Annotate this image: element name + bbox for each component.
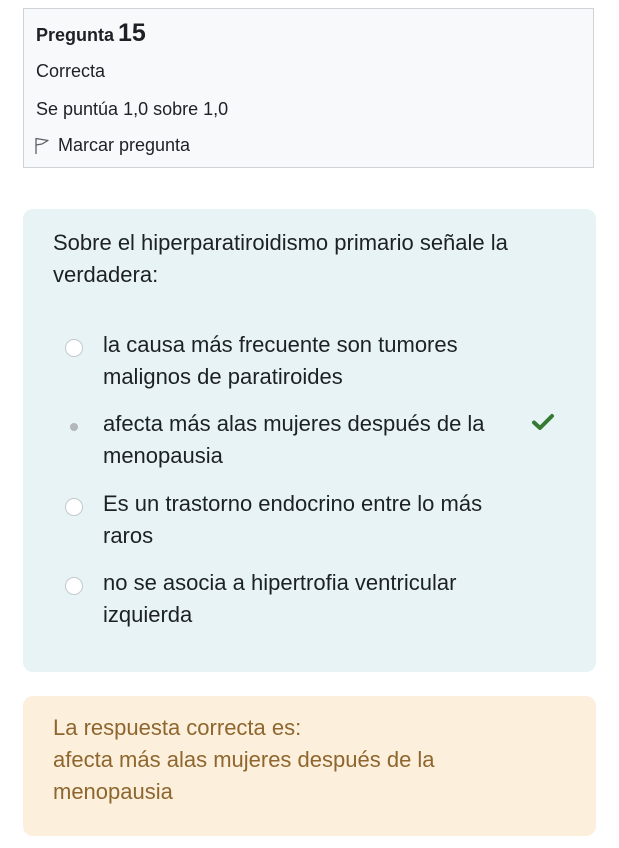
question-text: Sobre el hiperparatiroidismo primario señale la verdadera: <box>53 230 508 287</box>
answer-text-b: afecta más alas mujeres después de la menopausia <box>103 411 485 468</box>
question-number: 15 <box>118 19 146 47</box>
flag-outline-icon <box>34 137 50 155</box>
answer-radio-d[interactable] <box>65 577 83 595</box>
answer-option-a[interactable] <box>23 329 596 393</box>
feedback-label: La respuesta correcta es: <box>53 715 302 740</box>
question-grade: Se puntúa 1,0 sobre 1,0 <box>36 99 229 119</box>
answer-text-c: Es un trastorno endocrino entre lo más raros <box>103 491 483 548</box>
answer-option-d[interactable] <box>23 567 596 631</box>
question-content <box>23 209 596 672</box>
flag-question-link[interactable] <box>34 135 190 156</box>
answer-radio-c[interactable] <box>65 498 83 516</box>
question-info-panel <box>23 8 594 168</box>
answer-text-d: no se asocia a hipertrofia ventricular izquierda <box>103 570 457 627</box>
correct-answer-feedback <box>23 696 596 836</box>
answer-option-c[interactable] <box>23 488 596 552</box>
question-title <box>36 19 146 48</box>
answer-text-a: la causa más frecuente son tumores malignos de paratiroides <box>103 332 458 389</box>
correct-check-icon <box>531 412 555 432</box>
answer-radio-a[interactable] <box>65 339 83 357</box>
question-state: Correcta <box>36 61 106 81</box>
answer-radio-b[interactable] <box>65 418 83 436</box>
answer-option-b[interactable] <box>23 408 596 472</box>
flag-question-label: Marcar pregunta <box>58 135 191 155</box>
question-label: Pregunta <box>36 25 115 45</box>
feedback-correct-answer: afecta más alas mujeres después de la menopausia <box>53 747 435 804</box>
